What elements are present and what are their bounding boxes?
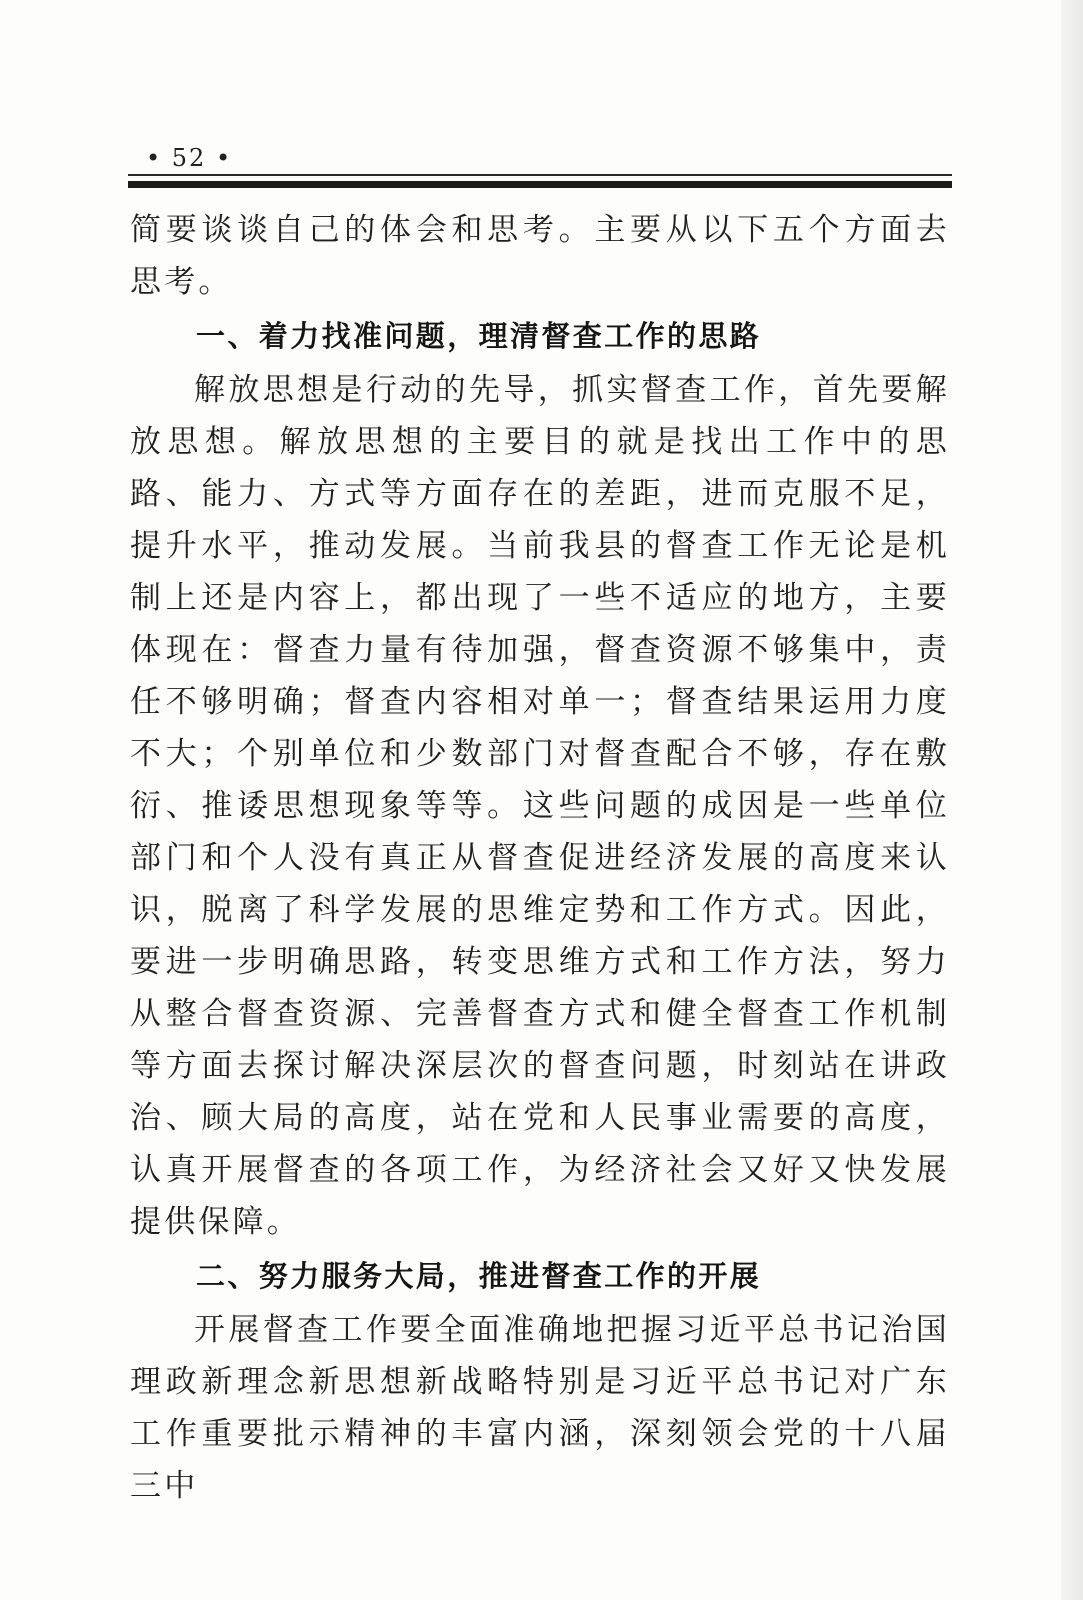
section-1-heading: 一、着力找准问题，理清督查工作的思路 bbox=[196, 319, 762, 353]
page-number: • 52 • bbox=[146, 144, 233, 172]
intro-paragraph: 简要谈谈自己的体会和思考。主要从以下五个方面去思考。 bbox=[130, 212, 950, 300]
header-rule-thin bbox=[128, 174, 952, 176]
section-2-paragraph: 开展督查工作要全面准确地把握习近平总书记治国理政新理念新思想新战略特别是习近平总书记对广东工作重要批示精神的丰富内涵，深刻领会党的十八届三中 bbox=[130, 1312, 950, 1504]
section-1-paragraph: 解放思想是行动的先导，抓实督查工作，首先要解放思想。解放思想的主要目的就是找出工作中的思路、能力、方式等方面存在的差距，进而克服不足，提升水平，推动发展。当前我县的督查工作无论是机制上还是内容上，都出现了一些不适应的地方，主要体现在：督查力量有待加强，督查资源不够集中，责任不够明确；督查内容相对单一；督查结果运用力度不大；个别单位和少数部门对督查配合不够，存在敷衍、推诿思想现象等等。这些问题的成因是一些单位部门和个人没有真正从督查促进经济发展的高度来认识，脱离了科学发展的思维定势和工作方式。因此，要进一步明确思路，转变思维方式和工作方法，努力从整合督查资源、完善督查方式和健全督查工作机制等方面去探讨解决深层次的督查问题，时刻站在讲政治、顾大局的高度，站在党和人民事业需要的高度，认真开展督查的各项工作，为经济社会又好又快发展提供保障。 bbox=[130, 372, 950, 1240]
page-header bbox=[146, 140, 946, 176]
scan-edge bbox=[1061, 0, 1083, 1600]
header-rule-thick bbox=[128, 181, 952, 188]
page-body bbox=[130, 204, 950, 1512]
section-2-heading: 二、努力服务大局，推进督查工作的开展 bbox=[196, 1259, 762, 1293]
